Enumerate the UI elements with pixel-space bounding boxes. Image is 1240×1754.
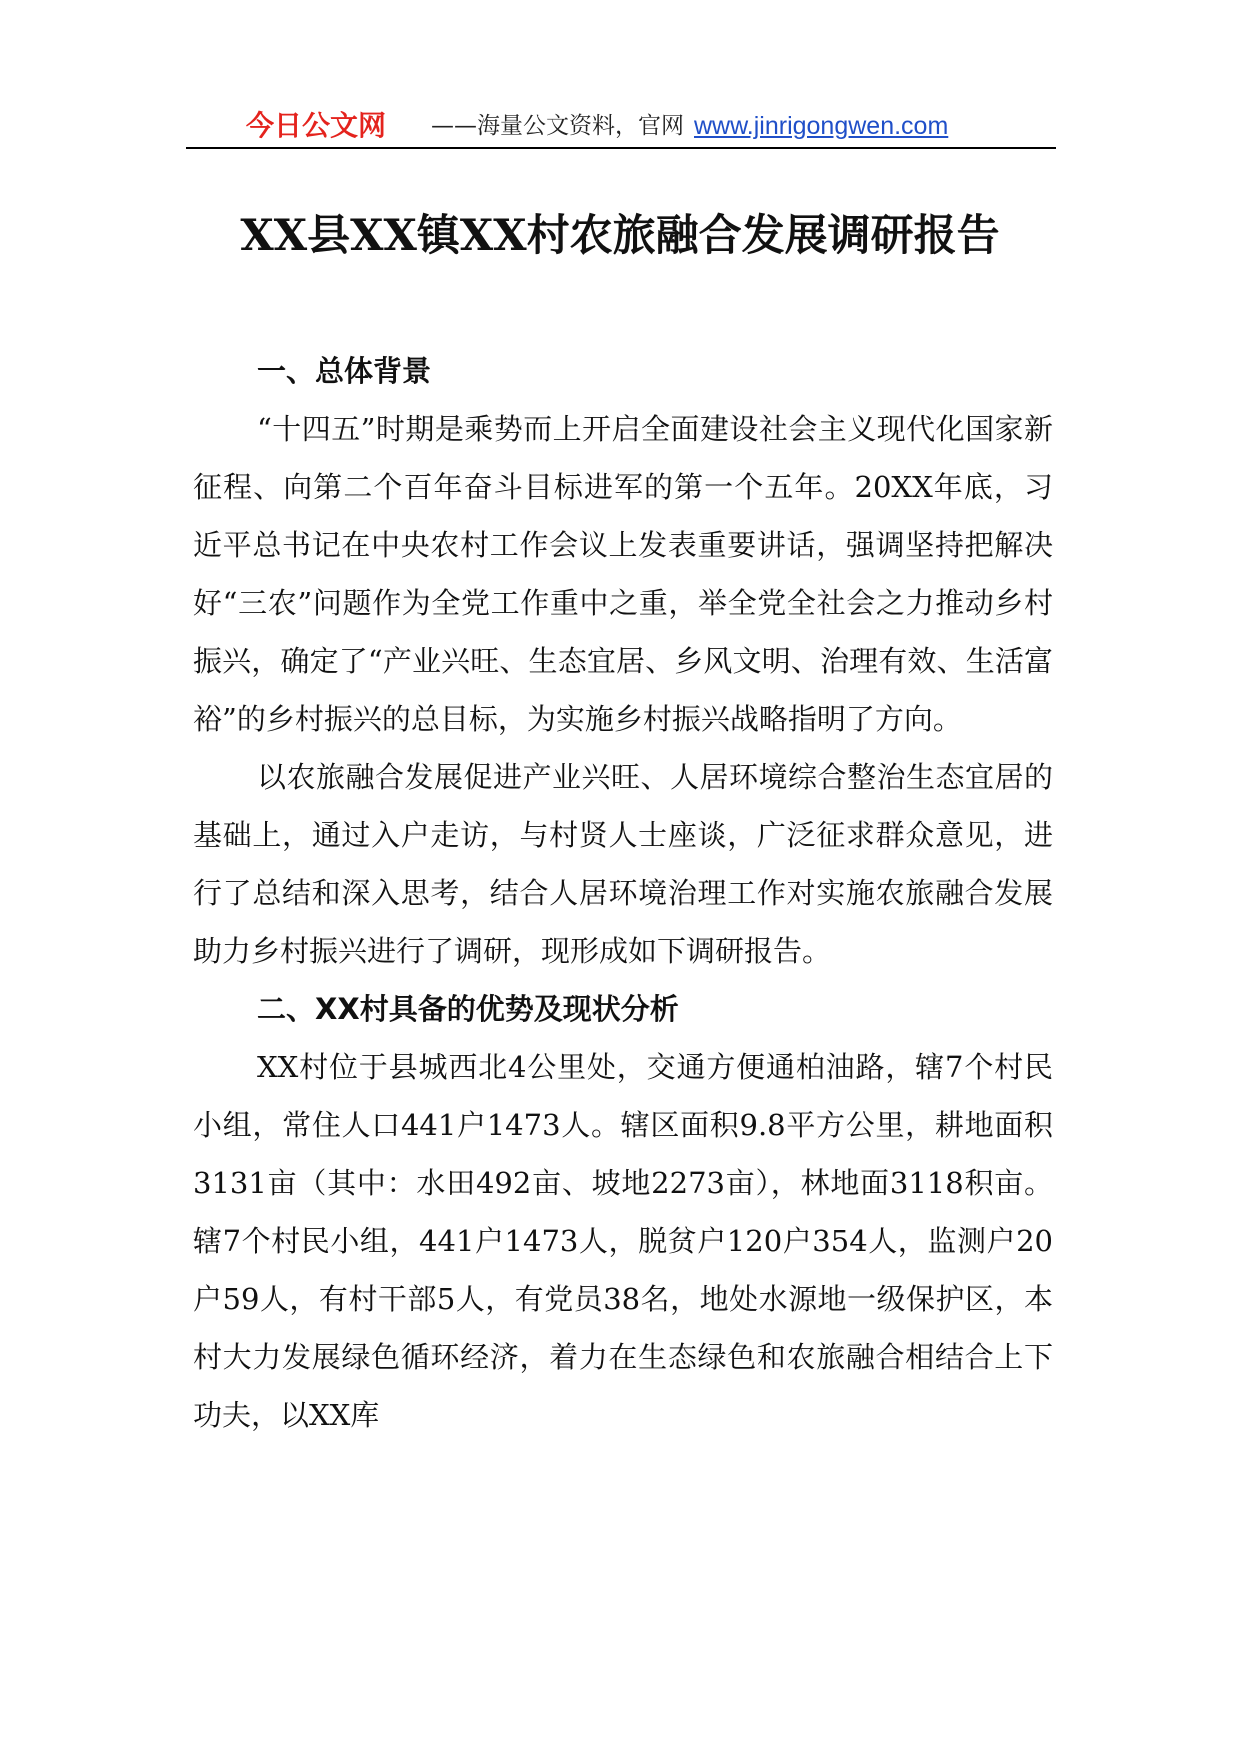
page-header xyxy=(186,108,1056,144)
paragraph-village-overview: XX村位于县城西北4公里处，交通方便通柏油路，辖7个村民小组，常住人口441户1473人。辖区面积9.8平方公里，耕地面积3131亩（其中：水田492亩、坡地2273亩），林地面3118积亩。辖7个村民小组，441户1473人，脱贫户120户354人，监测户20户59人，有村干部5人，有党员38名，地处水源地一级保护区，本村大力发展绿色循环经济，着力在生态绿色和农旅融合相结合上下功夫，以XX库 xyxy=(193,1050,1053,1432)
website-link[interactable]: www.jinrigongwen.com xyxy=(694,112,949,140)
section-heading-background: 一、总体背景 xyxy=(257,354,432,388)
document-title: XX县XX镇XX村农旅融合发展调研报告 xyxy=(240,211,1000,261)
document-body xyxy=(193,342,1053,1444)
paragraph-background-2: 以农旅融合发展促进产业兴旺、人居环境综合整治生态宜居的基础上，通过入户走访，与村贤人士座谈，广泛征求群众意见，进行了总结和深入思考，结合人居环境治理工作对实施农旅融合发展助力乡村振兴进行了调研，现形成如下调研报告。 xyxy=(193,760,1053,968)
section-heading-advantages: 二、XX村具备的优势及现状分析 xyxy=(257,992,679,1026)
paragraph-background-1: “十四五”时期是乘势而上开启全面建设社会主义现代化国家新征程、向第二个百年奋斗目标进军的第一个五年。20XX年底，习近平总书记在中央农村工作会议上发表重要讲话，强调坚持把解决好“三农”问题作为全党工作重中之重，举全党全社会之力推动乡村振兴，确定了“产业兴旺、生态宜居、乡风文明、治理有效、生活富裕”的乡村振兴的总目标，为实施乡村振兴战略指明了方向。 xyxy=(193,412,1053,736)
header-divider xyxy=(186,147,1056,149)
header-tagline: ——海量公文资料，官网 xyxy=(431,113,684,139)
brand-name: 今日公文网 xyxy=(246,109,387,142)
